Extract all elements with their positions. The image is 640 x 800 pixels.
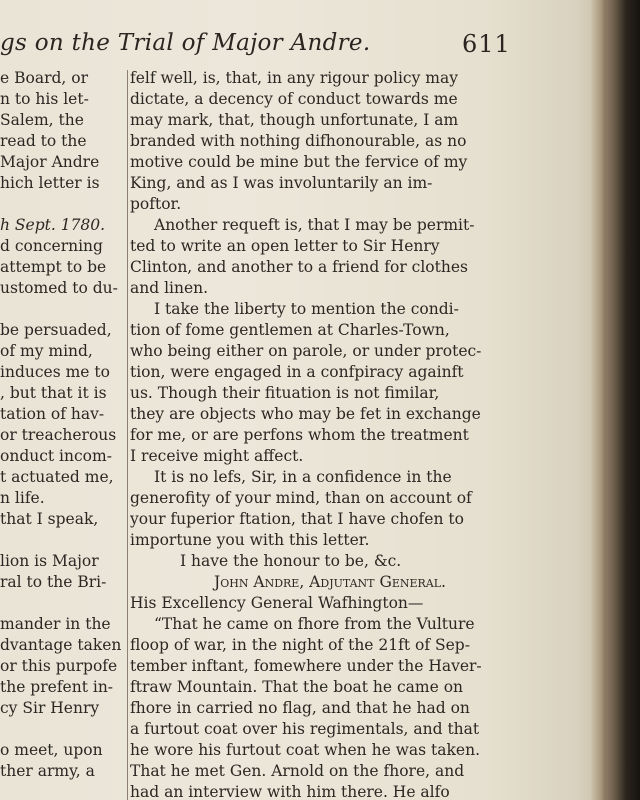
- body-line: importune you with this letter.: [130, 531, 370, 549]
- body-line: fhore in carried no flag, and that he had on: [130, 699, 470, 717]
- body-line: us. Though their fituation is not fimilar,: [130, 384, 440, 402]
- left-line: read to the: [0, 132, 87, 150]
- left-line: n to his let-: [0, 90, 89, 108]
- left-line: lion is Major: [0, 552, 99, 570]
- body-line: a furtout coat over his regimentals, and that: [130, 720, 480, 738]
- body-line: may mark, that, though unfortunate, I am: [130, 111, 459, 129]
- body-line: who being either on parole, or under protec-: [130, 342, 482, 360]
- body-line: King, and as I was involuntarily an im-: [130, 174, 433, 192]
- body-line: I receive might affect.: [130, 447, 304, 465]
- addressee-line: His Excellency General Wafhington—: [130, 594, 424, 612]
- page-header: [0, 30, 590, 60]
- left-column: [0, 68, 125, 782]
- left-line: d concerning: [0, 237, 103, 255]
- body-line: generofity of your mind, than on account of: [130, 489, 472, 507]
- paragraph-start: It is no lefs, Sir, in a confidence in the: [154, 468, 452, 486]
- left-line: the prefent in-: [0, 678, 114, 696]
- body-line: Clinton, and another to a friend for clothes: [130, 258, 468, 276]
- left-line: [0, 530, 125, 551]
- left-line: attempt to be: [0, 258, 107, 276]
- left-line: be persuaded,: [0, 321, 112, 339]
- left-line: or treacherous: [0, 426, 117, 444]
- left-line: ustomed to du-: [0, 279, 118, 297]
- left-line: ral to the Bri-: [0, 573, 107, 591]
- signature-line: John Andre, Adjutant General.: [214, 573, 446, 591]
- left-line: [0, 593, 125, 614]
- left-line: onduct incom-: [0, 447, 112, 465]
- body-line: dictate, a decency of conduct towards me: [130, 90, 458, 108]
- body-line: had an interview with him there. He alfo: [130, 783, 450, 800]
- left-line: [0, 719, 125, 740]
- left-line: or this purpofe: [0, 657, 118, 675]
- body-line: felf well, is, that, in any rigour policy may: [130, 69, 458, 87]
- body-line: tember inftant, fomewhere under the Haver-: [130, 657, 482, 675]
- left-line: e Board, or: [0, 69, 88, 87]
- left-line: cy Sir Henry: [0, 699, 100, 717]
- left-line: of my mind,: [0, 342, 93, 360]
- right-column: [130, 68, 580, 800]
- body-line: for me, or are perfons whom the treatment: [130, 426, 469, 444]
- body-line: branded with nothing difhonourable, as no: [130, 132, 467, 150]
- book-edge: [606, 0, 640, 800]
- body-line: tion of fome gentlemen at Charles-Town,: [130, 321, 450, 339]
- page-number: 611: [462, 30, 511, 58]
- left-line: Major Andre: [0, 153, 100, 171]
- body-line: they are objects who may be fet in exchange: [130, 405, 481, 423]
- body-line: he wore his furtout coat when he was taken.: [130, 741, 480, 759]
- paragraph-start: I take the liberty to mention the condi-: [154, 300, 459, 318]
- left-line: t actuated me,: [0, 468, 114, 486]
- paragraph-start: “That he came on fhore from the Vulture: [154, 615, 475, 633]
- body-line: poftor.: [130, 195, 182, 213]
- left-line: h Sept. 1780.: [0, 216, 106, 234]
- closing-line: I have the honour to be, &c.: [180, 552, 402, 570]
- left-line: n life.: [0, 489, 45, 507]
- running-head: gs on the Trial of Major Andre.: [0, 30, 371, 56]
- body-line: tion, were engaged in a confpiracy againft: [130, 363, 464, 381]
- left-line: that I speak,: [0, 510, 99, 528]
- body-line: your fuperior ftation, that I have chofen to: [130, 510, 464, 528]
- body-line: ftraw Mountain. That the boat he came on: [130, 678, 464, 696]
- body-line: That he met Gen. Arnold on the fhore, and: [130, 762, 465, 780]
- left-line: tation of hav-: [0, 405, 105, 423]
- left-line: hich letter is: [0, 174, 100, 192]
- body-line: ted to write an open letter to Sir Henry: [130, 237, 440, 255]
- paragraph-start: Another requeft is, that I may be permit-: [154, 216, 475, 234]
- left-line: [0, 194, 125, 215]
- body-line: floop of war, in the night of the 21ft of Sep-: [130, 636, 470, 654]
- left-line: Salem, the: [0, 111, 84, 129]
- left-line: [0, 299, 125, 320]
- left-line: dvantage taken: [0, 636, 122, 654]
- left-line: ther army, a: [0, 762, 95, 780]
- left-line: , but that it is: [0, 384, 107, 402]
- body-line: motive could be mine but the fervice of my: [130, 153, 468, 171]
- left-line: o meet, upon: [0, 741, 103, 759]
- body-line: and linen.: [130, 279, 209, 297]
- left-line: induces me to: [0, 363, 110, 381]
- left-line: mander in the: [0, 615, 111, 633]
- column-divider: [127, 70, 128, 800]
